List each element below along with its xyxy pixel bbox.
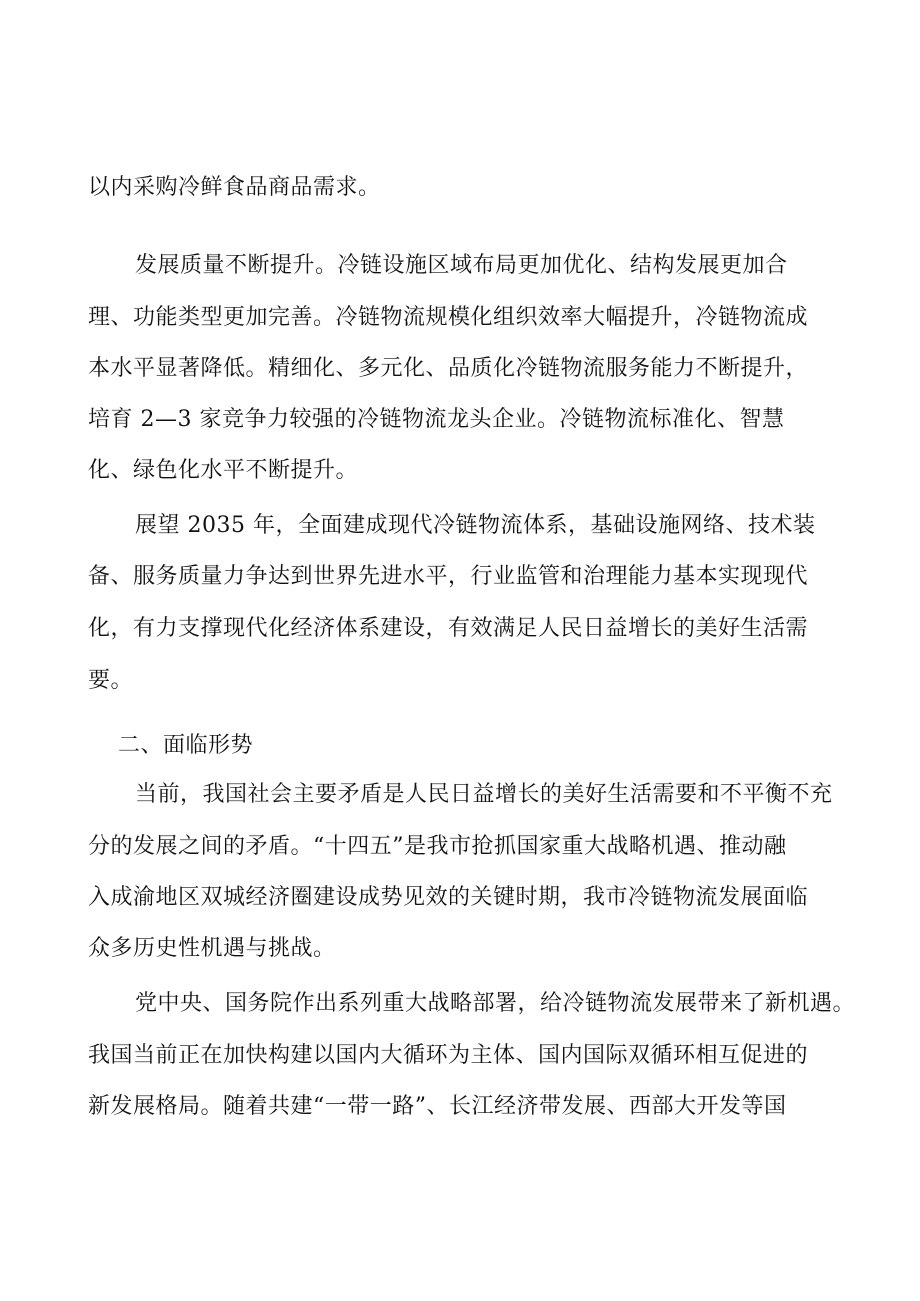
text-line: 备、服务质量力争达到世界先进水平，行业监管和治理能力基本实现现代 — [88, 564, 809, 589]
text-line: 化、绿色化水平不断提升。 — [88, 458, 359, 483]
text-line: 培育 2—3 家竞争力较强的冷链物流龙头企业。冷链物流标准化、智慧 — [88, 407, 785, 432]
text-line: 众多历史性机遇与挑战。 — [88, 936, 336, 961]
text-line: 新发展格局。随着共建“一带一路”、长江经济带发展、西部大开发等国 — [88, 1094, 787, 1119]
section-heading: 二、面临形势 — [118, 733, 254, 758]
text-line: 展望 2035 年，全面建成现代冷链物流体系，基础设施网络、技术装 — [135, 513, 816, 538]
text-line: 以内采购冷鲜食品商品需求。 — [88, 175, 381, 200]
text-line: 党中央、国务院作出系列重大战略部署，给冷链物流发展带来了新机遇。 — [135, 991, 856, 1016]
text-line: 本水平显著降低。精细化、多元化、品质化冷链物流服务能力不断提升， — [88, 356, 809, 381]
text-line: 当前，我国社会主要矛盾是人民日益增长的美好生活需要和不平衡不充 — [135, 782, 833, 807]
text-line: 发展质量不断提升。冷链设施区域布局更加优化、结构发展更加合 — [135, 253, 788, 278]
text-line: 化，有力支撑现代化经济体系建设，有效满足人民日益增长的美好生活需 — [88, 616, 809, 641]
text-line: 入成渝地区双城经济圈建设成势见效的关键时期，我市冷链物流发展面临 — [88, 885, 809, 910]
text-line: 理、功能类型更加完善。冷链物流规模化组织效率大幅提升，冷链物流成 — [88, 305, 809, 330]
text-line: 我国当前正在加快构建以国内大循环为主体、国内国际双循环相互促进的 — [88, 1043, 809, 1068]
text-line: 分的发展之间的矛盾。“十四五”是我市抢抓国家重大战略机遇、推动融 — [88, 834, 787, 859]
text-line: 要。 — [88, 668, 134, 693]
